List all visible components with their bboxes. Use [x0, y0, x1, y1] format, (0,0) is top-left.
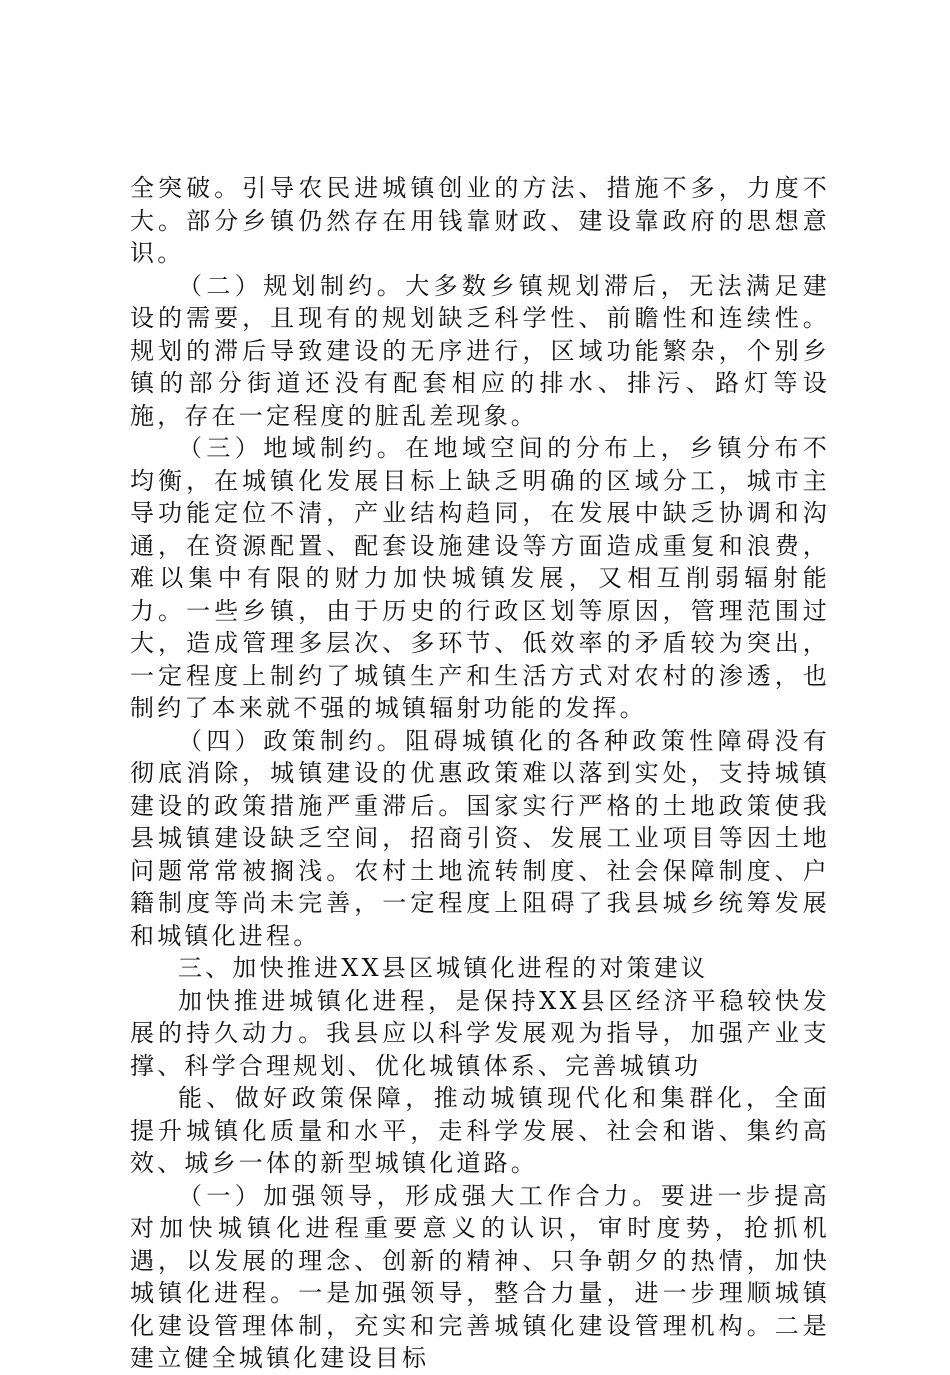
paragraph-intro: 加快推进城镇化进程，是保持XX县区经济平稳较快发展的持久动力。我县应以科学发展观为指导，加强产业支撑、科学合理规划、优化城镇体系、完善城镇功 — [130, 986, 830, 1080]
paragraph-leadership: （一）加强领导，形成强大工作合力。要进一步提高对加快城镇化进程重要意义的认识，审时度势，抢抓机遇，以发展的理念、创新的精神、只争朝夕的热情，加快城镇化进程。一是加强领导，整合力量，进一步理顺城镇化建设管理体制，充实和完善城镇化建设管理机构。二是建立健全城镇化建设目标 — [130, 1181, 830, 1372]
document-page — [130, 172, 830, 1375]
paragraph-regional-constraint: （三）地域制约。在地域空间的分布上，乡镇分布不均衡，在城镇化发展目标上缺乏明确的区域分工，城市主导功能定位不清，产业结构趋同，在发展中缺乏协调和沟通，在资源配置、配套设施建设等方面造成重复和浪费，难以集中有限的财力加快城镇发展，又相互削弱辐射能力。一些乡镇，由于历史的行政区划等原因，管理范围过大，造成管理多层次、多环节、低效率的矛盾较为突出，一定程度上制约了城镇生产和生活方式对农村的渗透，也制约了本来就不强的城镇辐射功能的发挥。 — [130, 434, 830, 722]
paragraph-planning-constraint: （二）规划制约。大多数乡镇规划滞后，无法满足建设的需要，且现有的规划缺乏科学性、前瞻性和连续性。规划的滞后导致建设的无序进行，区域功能繁杂，个别乡镇的部分街道还没有配套相应的排水、排污、路灯等设施，存在一定程度的脏乱差现象。 — [130, 271, 830, 430]
paragraph-policy-constraint: （四）政策制约。阻碍城镇化的各种政策性障碍没有彻底消除，城镇建设的优惠政策难以落到实处，支持城镇建设的政策措施严重滞后。国家实行严格的土地政策使我县城镇建设缺乏空间，招商引资、发展工业项目等因土地问题常常被搁浅。农村土地流转制度、社会保障制度、户籍制度等尚未完善，一定程度上阻碍了我县城乡统筹发展和城镇化进程。 — [130, 726, 830, 950]
paragraph-1: 全突破。引导农民进城镇创业的方法、措施不多，力度不大。部分乡镇仍然存在用钱靠财政、建设靠政府的思想意识。 — [130, 174, 830, 267]
paragraph-intro-continued: 能、做好政策保障，推动城镇现代化和集群化，全面提升城镇化质量和水平，走科学发展、社会和谐、集约高效、城乡一体的新型城镇化道路。 — [130, 1084, 830, 1177]
section-heading-3: 三、加快推进XX县区城镇化进程的对策建议 — [178, 954, 709, 982]
